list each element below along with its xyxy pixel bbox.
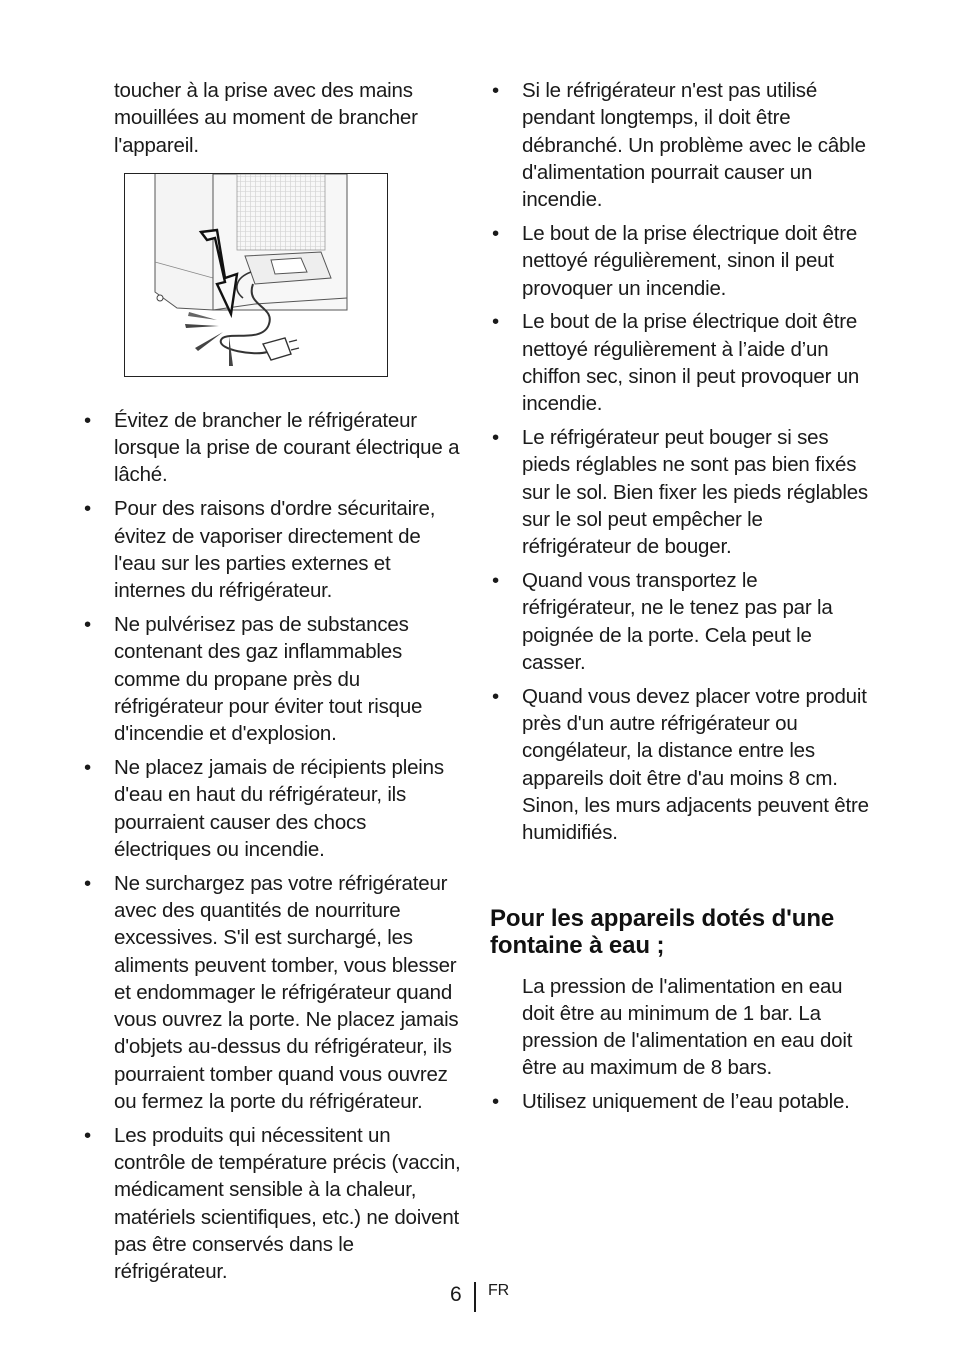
electrical-hazard-illustration	[124, 173, 388, 377]
bullet-marker: •	[492, 310, 499, 334]
bullet-marker: •	[492, 221, 499, 245]
bullet-marker: •	[84, 871, 91, 895]
bullet-marker: •	[84, 755, 91, 779]
list-item: • Le bout de la prise électrique doit être nettoyé régulièrement, sinon il peut provoquer un incendie.	[492, 221, 858, 300]
bullet-marker: •	[84, 497, 91, 521]
list-item: • Si le réfrigérateur n'est pas utilisé pendant longtemps, il doit être débranché. Un problème avec le câble d'alimentation pourrait causer un incendie.	[492, 79, 866, 212]
bullet-marker: •	[84, 612, 91, 636]
list-item: • Quand vous transportez le réfrigérateur, ne le tenez pas par la poignée de la porte. Cela peut le casser.	[492, 569, 833, 674]
bullet-marker: •	[84, 1123, 91, 1147]
intro-text: toucher à la prise avec des mains mouillées au moment de brancher l'appareil.	[114, 79, 418, 157]
right-bullet-list	[490, 77, 874, 847]
list-item: • Le réfrigérateur peut bouger si ses pieds réglables ne sont pas bien fixés sur le sol. Bien fixer les pieds réglables sur le sol peut empêcher le réfrigérateur de bouger.	[492, 426, 868, 559]
bullet-marker: •	[492, 1090, 499, 1114]
page-number: 6	[450, 1283, 462, 1306]
page-footer	[0, 1282, 954, 1312]
list-item: • Le bout de la prise électrique doit être nettoyé régulièrement à l’aide d’un chiffon sec, sinon il peut provoquer un incendie.	[492, 310, 860, 416]
left-column	[82, 77, 464, 1292]
list-item: • Ne surchargez pas votre réfrigérateur avec des quantités de nourriture excessives. S'il est surchargé, les aliments peuvent tomber, vous blesser et endommager le réfrigérateur quand vous ouvrez la porte. Ne placez jamais d'objets au-dessus du réfrigérateur, ils pourraient tomber quand vous ouvrez ou fermez la porte du réfrigérateur.	[84, 871, 459, 1114]
bullet-marker: •	[492, 79, 499, 102]
list-item: • Quand vous devez placer votre produit près d'un autre réfrigérateur ou congélateur, la distance entre les appareils doit être d'au moins 8 cm. Sinon, les murs adjacents peuvent être humidifiés.	[492, 684, 869, 845]
section-bullet-list	[490, 1088, 874, 1115]
right-column	[490, 77, 874, 1122]
list-item: • Les produits qui nécessitent un contrôle de température précis (vaccin, médicament sensible à la chaleur, matériels scientifiques, etc.) ne doivent pas être conservés dans le réfrigérateur.	[84, 1123, 461, 1284]
section-heading: Pour les appareils dotés d'une fontaine à eau ;	[490, 904, 835, 959]
list-item: • Ne pulvérisez pas de substances contenant des gaz inflammables comme du propane près du réfrigérateur pour éviter tout risque d'incendie et d'explosion.	[84, 612, 423, 746]
list-item: • Ne placez jamais de récipients pleins d'eau en haut du réfrigérateur, ils pourraient causer des chocs électriques ou incendie.	[84, 755, 444, 861]
language-code: FR	[488, 1282, 509, 1299]
left-bullet-list	[82, 407, 464, 1286]
bullet-marker: •	[492, 569, 499, 593]
bullet-marker: •	[84, 408, 91, 432]
list-item: • Utilisez uniquement de l’eau potable.	[490, 1088, 874, 1115]
list-item: • Évitez de brancher le réfrigérateur lorsque la prise de courant électrique a lâché.	[84, 408, 460, 487]
list-item: • Pour des raisons d'ordre sécuritaire, évitez de vaporiser directement de l'eau sur les parties externes et internes du réfrigérateur.	[84, 497, 436, 603]
bullet-marker: •	[492, 426, 499, 450]
water-dispenser-section	[490, 905, 874, 1116]
footer-divider	[474, 1282, 476, 1312]
section-text: La pression de l'alimentation en eau doit être au minimum de 1 bar. La pression de l'alimentation en eau doit être au maximum de 8 bars.	[522, 974, 853, 1080]
bullet-marker: •	[492, 684, 499, 708]
refrigerator-plug-drawing	[125, 174, 387, 376]
